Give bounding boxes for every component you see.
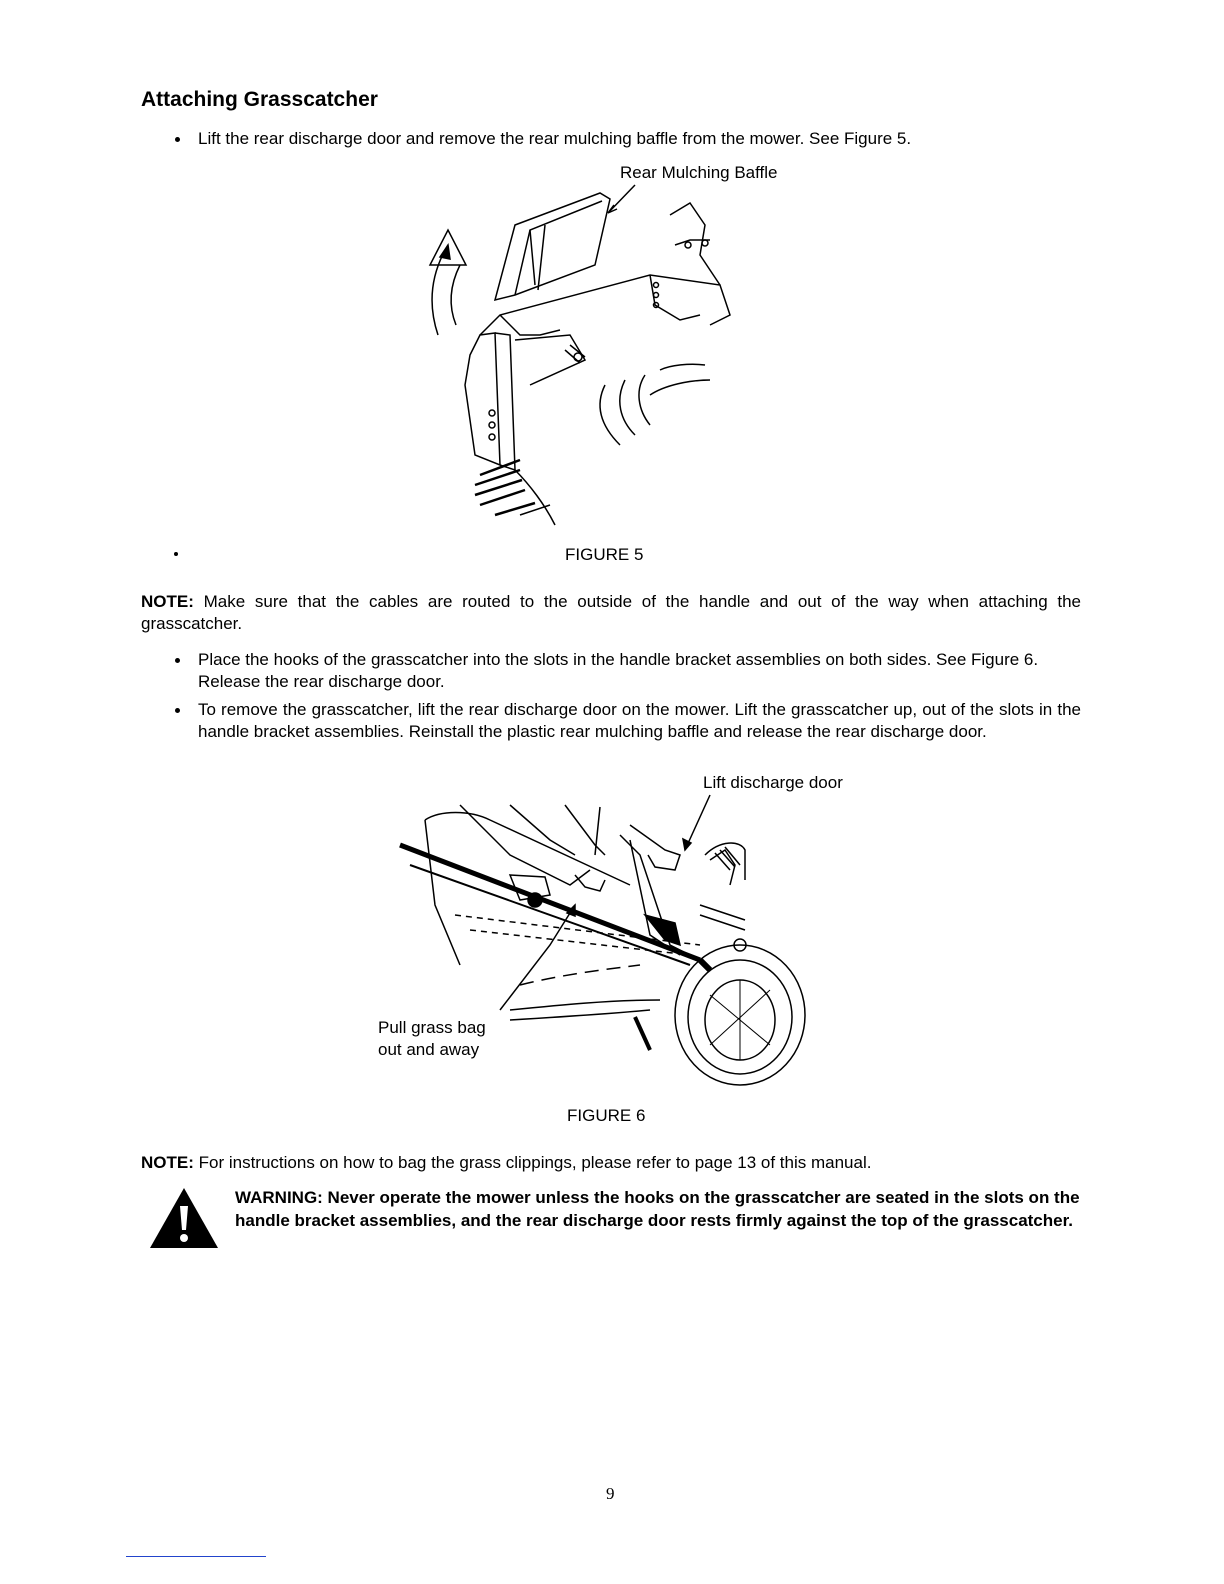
figure6-caption: FIGURE 6 [567,1106,646,1125]
list-item [175,699,1081,743]
footer-link-underline [126,1556,266,1557]
list-item [175,649,1081,693]
step-text: To remove the grasscatcher, lift the rear discharge door on the mower. Lift the grasscatcher up, out of the slots in the handle bracket assemblies. Reinstall the plastic rear mulching baffle and release the rear discharge door. [198,700,1081,741]
warning-icon [148,1186,220,1250]
note-text: For instructions on how to bag the grass clippings, please refer to page 13 of this manual. [198,1153,872,1172]
step-text: Place the hooks of the grasscatcher into the slots in the handle bracket assemblies on both sides. See Figure 6. Release the rear discharge door. [198,650,1039,691]
list-item [175,128,1075,150]
figure6-label-top: Lift discharge door [703,773,843,792]
note-paragraph [141,591,1081,635]
step-text: Lift the rear discharge door and remove the rear mulching baffle from the mower. See Figure 5. [198,129,912,148]
figure5-label: Rear Mulching Baffle [620,163,778,182]
note-text: Make sure that the cables are routed to the outside of the handle and out of the way when attaching the grasscatcher. [141,592,1081,633]
figure6-label-bottom-line1: Pull grass bag [378,1018,486,1037]
bullet-icon [175,658,180,663]
section-title: Attaching Grasscatcher [141,88,378,111]
warning-text: WARNING: Never operate the mower unless the hooks on the grasscatcher are seated in the slots on the handle bracket assemblies, and the rear discharge door rests firmly against the top of the grasscatcher. [235,1188,1080,1230]
figure5-illustration [420,185,750,530]
stray-dot [174,552,178,556]
page-number: 9 [606,1484,615,1503]
note-prefix: NOTE: [141,1153,194,1172]
figure5-caption: FIGURE 5 [565,545,644,564]
note-paragraph [141,1152,1081,1174]
note-prefix: NOTE: [141,592,194,611]
figure6-label-bottom-line2: out and away [378,1040,480,1059]
bullet-icon [175,137,180,142]
bullet-icon [175,708,180,713]
